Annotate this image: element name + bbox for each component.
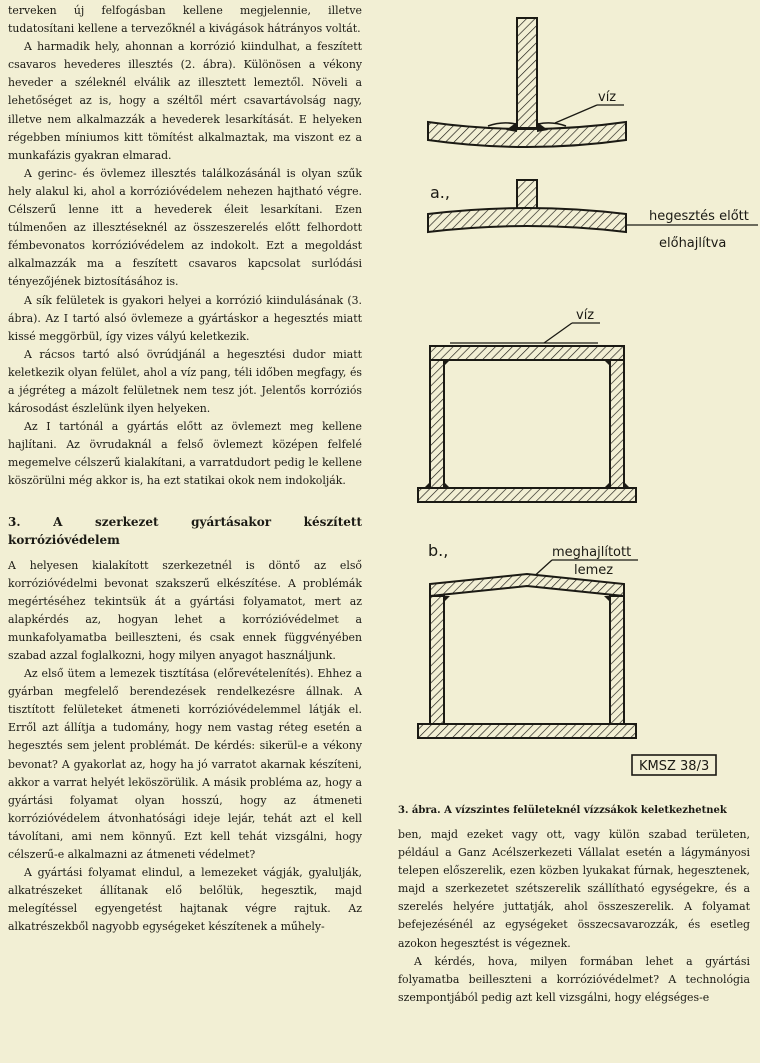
paragraph: A harmadik hely, ahonnan a korrózió kiindulhat, a feszített csavaros hevederes illesztés (2. ábra). Különösen a vékony heveder a széleknél elválik az illesztett lemeztől. Növeli a lehetőséget az is, hogy a széltől mért csavartávolság nagy, illetve nem alkalmazzák a hevederek lesarkítását. E helyeken régebben míniumos kitt tömítést alkalmaztak, ma viszont ez a munkafázis gyakran elmarad. [8, 40, 362, 162]
paragraph: A rácsos tartó alsó övrúdjánál a hegesztési dudor miatt keletkezik olyan felület, ahol a víz pang, téli időben megfagy, és a jégréteg a mázolt felületnek nem tesz jót. Jelentős korróziós károsodást észlelünk ilyen helyeken. [8, 347, 362, 416]
paragraph: Az I tartónál a gyártás előtt az övlemezt meg kellene hajlítani. Az övrudaknál a felső övlemezt középen felfelé megemelve célszerű kialakítani, a varratdudort pedig le kellene köszörülni még akkor is, ha ezt statikai okok nem indokolják. [8, 420, 362, 488]
paragraph: terveken új felfogásban kellene megjelennie, illetve tudatosítani kellene a tervezőknél a kivágások hátrányos voltát. [8, 4, 362, 36]
paragraph: A gyártási folyamat elindul, a lemezeket vágják, gyalulják, alkatrészeket állítanak elő belőlük, hegesztik, majd melegítéssel egyengetést hajtanak végre rajtuk. Az alkatrészekből nagyobb egységeket készítenek a műhely- [8, 866, 362, 934]
section-heading: 3. A szerkezet gyártásakor készített korrózióvédelem [8, 514, 362, 547]
label-viz: víz [598, 90, 617, 105]
figure-drawing [392, 0, 760, 800]
label-hegesztes: hegesztés előtt [649, 209, 749, 224]
left-column [8, 2, 362, 937]
paragraph: A helyesen kialakított szerkezetnél is döntő az első korrózióvédelmi bevonat szakszerű elkészítése. A problémák megértéséhez tekintsük át a gyártási folyamatot, mert az alapkérdés az, hogyan lehet a korrózióvédelmet a munkafolyamatba beilleszteni, és csak ennek függvényében szabad azzal foglalkozni, hogy milyen anyagot használjunk. [8, 558, 362, 662]
figure-caption: 3. ábra. A vízszintes felületeknél vízzsákok keletkezhetnek [398, 805, 727, 816]
paragraph: A kérdés, hova, milyen formában lehet a gyártási folyamatba beilleszteni a korrózióvédelmet? A technológia szempontjából pedig azt kell vizsgálni, hogy elégséges-e [398, 954, 750, 1004]
drawing-frame-flat [418, 308, 636, 502]
drawing-a-welded [428, 18, 626, 147]
drawing-a-prebent [428, 180, 758, 251]
label-a: a., [430, 183, 450, 202]
label-meghajlitott: meghajlított [552, 545, 632, 560]
label-b: b., [428, 541, 449, 560]
figure-3 [392, 0, 760, 800]
drawing-frame-bent [418, 545, 638, 738]
right-column-text [398, 826, 750, 1007]
ref-code-box [632, 755, 716, 775]
paragraph: A gerinc- és övlemez illesztés találkozásánál is olyan szűk hely alakul ki, ahol a korrózióvédelem nehezen hajtható végre. Célszerű lenne itt a hevederek éleit lesarkítani. Ezen túlmenően az illesztéseknél az összeszerelés előtt felhordott fémbevonatos korrózióvédelem az indokolt. Ezt a megoldást alkalmazzák ma a feszített csavaros kapcsolat surlódási tényezőjének biztosításához is. [8, 166, 362, 289]
ref-code: KMSZ 38/3 [639, 759, 710, 774]
label-elohajlitva: előhajlítva [659, 236, 727, 251]
label-lemez: lemez [574, 563, 614, 578]
paragraph: Az első ütem a lemezek tisztítása (előrevételenítés). Ehhez a gyárban megfelelő berendezések rendelkezésre állnak. A tisztított felületeket átmeneti korrózióvédelemmel látják el. Erről azt állítja a tudomány, hogy nem vastag réteg esetén a hegesztés sem jelent problémát. De kérdés: sikerül-e a vékony bevonat? A gyakorlat az, hogy ha jó varratot akarnak készíteni, akkor a varrat helyét leköszörülik. A másik probléma az, hogy a gyártási folyamat olyan hosszú, hogy az átmeneti korrózióvédelem átvonhatósági ideje lejár, tehát azt el kell távolítani, ami nem könnyű. Ezt kell tehát vizsgálni, hogy célszerű-e alkalmazni az átmeneti védelmet? [8, 667, 362, 862]
paragraph: A sík felületek is gyakori helyei a korrózió kiindulásának (3. ábra). Az I tartó alsó övlemeze a gyártáskor a hegesztés miatt kissé meggörbül, így vizes vályú keletkezik. [8, 293, 362, 343]
paragraph: ben, majd ezeket vagy ott, vagy külön szabad területen, például a Ganz Acélszerkezeti Vállalat esetén a lágymányosi telepen előszerelik, ezen közben lyukakat fúrnak, hegesztenek, majd a szerkezetet szétszerelik szállítható egységekre, és a szerelés helyére juttatják, ahol összeszerelik. A folyamat befejezésénél az egységeket összecsavarozzák, és esetleg azokon hegesztést is végeznek. [398, 828, 750, 950]
label-viz: víz [576, 308, 595, 323]
